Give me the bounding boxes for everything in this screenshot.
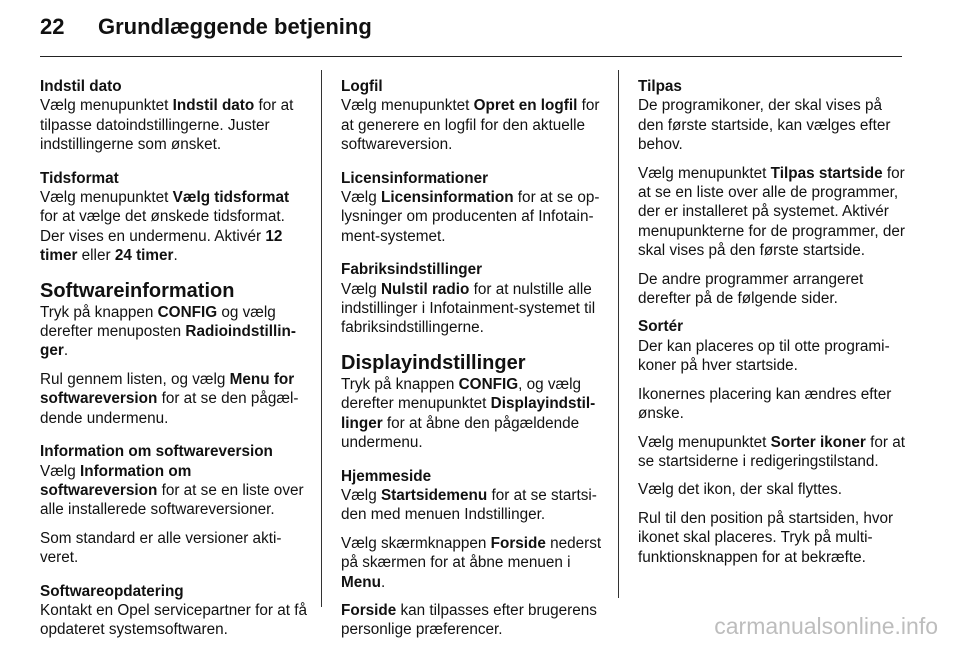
paragraph — [40, 303, 308, 361]
paragraph — [341, 534, 609, 592]
menu-term: Information om softwareversion — [40, 462, 192, 499]
text: eller — [77, 247, 115, 265]
text: . — [63, 342, 69, 360]
section-hjemmeside — [341, 467, 609, 640]
text: Vælg skærmknappen — [341, 534, 491, 552]
paragraph — [638, 164, 906, 261]
section-heading: Sortér — [638, 318, 684, 336]
section-fabrik — [341, 260, 609, 338]
text: . — [173, 247, 178, 265]
button-term: Forside — [490, 534, 546, 552]
paragraph — [341, 486, 609, 525]
text: kan tilpasses efter brugerens personlige præferencer. — [341, 601, 597, 639]
paragraph: Ikonernes placering kan ændres efter ønske. — [638, 385, 892, 423]
text: Vælg menupunktet — [341, 97, 474, 115]
button-term: Forside — [341, 601, 397, 619]
text: for at tilpasse datoindstillingerne. Juster indstillingerne som ønsket. — [40, 97, 294, 154]
text: Vælg menupunktet — [638, 433, 771, 451]
section-heading: Licensinformationer — [341, 169, 489, 187]
paragraph — [341, 188, 609, 246]
paragraph — [40, 96, 308, 154]
text: for at vælge det ønskede tidsformat. Der vises en undermenu. Aktivér — [40, 208, 285, 245]
menu-term: Displayindstillinger — [341, 395, 596, 432]
text: for at nulstille alle indstillinger i Infotainment-systemet til fabriksindstillingerne. — [341, 280, 596, 337]
text: for at se den pågældende undermenu. — [40, 390, 299, 427]
section-heading: Logfil — [341, 78, 383, 95]
menu-term: Sorter ikoner — [770, 433, 866, 451]
section-heading: Indstil dato — [40, 78, 122, 95]
section-licens — [341, 169, 609, 247]
section-sorter — [638, 317, 906, 566]
column-left — [40, 77, 308, 649]
menu-term: Indstil dato — [172, 97, 255, 115]
text: Vælg menupunktet — [40, 189, 173, 207]
section-title: Displayindstillinger — [341, 351, 526, 374]
paragraph: De programikoner, der skal vises på den første startside, kan vælges efter behov. — [638, 97, 891, 154]
text: Vælg menupunktet — [638, 164, 771, 182]
menu-term: Vælg tidsformat — [172, 189, 290, 207]
menu-term: Opret en logfil — [473, 97, 578, 115]
paragraph — [40, 370, 308, 428]
text: for at se oplysninger om producenten af Infotainment-systemet. — [341, 189, 600, 245]
section-indstil-dato — [40, 77, 308, 155]
text: , og vælg derefter menupunktet — [341, 375, 582, 413]
text: for at se en liste over alle installerede softwareversioner. — [40, 481, 304, 519]
header-rule — [40, 56, 902, 57]
text: for at generere en logfil for den aktuelle softwareversion. — [341, 97, 600, 154]
menu-term: Licensinformation — [380, 189, 514, 207]
section-title: Softwareinformation — [40, 279, 235, 302]
page-number: 22 — [40, 14, 65, 39]
menu-term: Menu for softwareversion — [40, 370, 295, 408]
menu-term: Startsidemenu — [380, 486, 488, 504]
section-heading: Information om softwareversion — [40, 443, 273, 461]
paragraph — [341, 280, 609, 338]
text: Vælg — [341, 189, 381, 207]
column-divider — [321, 70, 322, 607]
paragraph: Som standard er alle versioner aktiveret. — [40, 529, 282, 567]
paragraph: Kontakt en Opel servicepartner for at få opdateret systemsoftwaren. — [40, 601, 307, 639]
menu-term: Tilpas startside — [770, 164, 883, 182]
paragraph — [40, 188, 308, 266]
section-tilpas — [638, 77, 906, 308]
menu-term: Radioindstillinger — [40, 323, 296, 360]
button-term: CONFIG — [157, 303, 218, 321]
text: Tryk på knappen — [341, 375, 459, 393]
text: Rul gennem listen, og vælg — [40, 370, 230, 388]
section-tidsformat — [40, 169, 308, 266]
text: Vælg — [341, 280, 381, 298]
paragraph: De andre programmer arrangeret derefter på de følgende sider. — [638, 270, 864, 308]
text: . — [380, 573, 386, 591]
text: Vælg — [40, 462, 80, 480]
menu-term: Menu — [341, 573, 381, 591]
section-display — [341, 352, 609, 453]
text: Vælg — [341, 486, 381, 504]
text: nederst på skærmen for at åbne menuen i — [341, 534, 602, 572]
section-information-om — [40, 442, 308, 567]
text: for at åbne den pågældende undermenu. — [341, 414, 580, 452]
paragraph — [341, 601, 609, 640]
section-heading: Tidsformat — [40, 169, 119, 187]
button-term: CONFIG — [458, 375, 519, 393]
paragraph — [40, 462, 308, 520]
menu-term: 24 timer — [114, 247, 174, 265]
menu-term: Nulstil radio — [380, 280, 470, 298]
text: for at se startsiden med menuen Indstillinger. — [341, 486, 597, 524]
page-header — [40, 14, 372, 40]
paragraph — [341, 375, 609, 453]
section-heading: Fabriksindstillinger — [341, 261, 483, 279]
section-heading: Tilpas — [638, 78, 682, 95]
column-middle — [341, 77, 609, 649]
text: Vælg menupunktet — [40, 97, 173, 115]
section-logfil — [341, 77, 609, 155]
section-heading: Hjemmeside — [341, 467, 432, 485]
section-softwareinformation — [40, 280, 308, 428]
text: og vælg derefter menuposten — [40, 303, 276, 341]
paragraph: Rul til den position på startsiden, hvor ikonet skal placeres. Tryk på multifunktionsknappen for at bekræfte. — [638, 509, 894, 566]
column-divider — [618, 70, 619, 598]
paragraph: Der kan placeres op til otte programikoner på hver startside. — [638, 337, 890, 375]
text: for at se startsiderne i redigeringstilstand. — [638, 433, 905, 470]
paragraph — [341, 96, 609, 154]
menu-term: 12 timer — [40, 227, 283, 265]
paragraph: Vælg det ikon, der skal flyttes. — [638, 481, 843, 499]
page-title: Grundlæggende betjening — [98, 14, 372, 39]
column-right — [638, 77, 906, 576]
section-heading: Softwareopdatering — [40, 582, 184, 600]
section-softwareopdatering — [40, 582, 308, 640]
text: for at se en liste over alle de programmer, der er installeret på systemet. Aktivér menupunkterne for de programmer, der skal vises på den første startside. — [638, 164, 905, 260]
paragraph — [638, 433, 906, 472]
watermark: carmanualsonline.info — [714, 613, 938, 639]
text: Tryk på knappen — [40, 303, 158, 321]
